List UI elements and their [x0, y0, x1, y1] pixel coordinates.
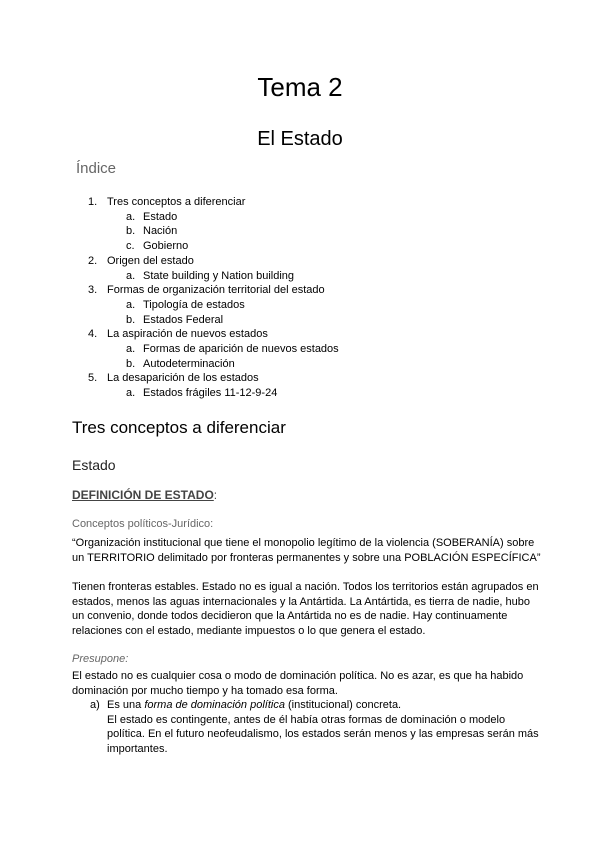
presupone-paragraph: El estado no es cualquier cosa o modo de dominación política. No es azar, es que ha habido dominación por mucho tiempo y ha tomado esa forma.	[72, 670, 524, 697]
toc-sublabel: Gobierno	[143, 240, 189, 253]
toc-subitem	[88, 224, 339, 239]
list-item	[90, 698, 542, 757]
toc-subitem	[88, 357, 339, 372]
list-item-label: a)	[90, 699, 100, 711]
toc-subnumber: a.	[126, 298, 136, 311]
toc-subnumber: b.	[126, 225, 136, 238]
list-item-text-after: (institucional) concreta.	[284, 699, 402, 711]
toc-subitem	[88, 313, 339, 328]
index-heading: Índice	[76, 160, 117, 177]
definition-heading	[72, 488, 217, 502]
toc-item	[88, 371, 339, 386]
toc-sublabel: Estados Federal	[143, 313, 224, 326]
toc-sublabel: Autodeterminación	[143, 357, 235, 370]
body-paragraph: Tienen fronteras estables. Estado no es igual a nación. Todos los territorios están agrupados en estados, menos las aguas internacionales y la Antártida. La Antártida, es tierra de nadie, hubo un convenio, donde todos decidieron que la Antártida no es de nadie. Hay continuamente relaciones con el estado, mediante impuestos o lo que genera el estado.	[72, 581, 539, 638]
toc-sublabel: Formas de aparición de nuevos estados	[143, 343, 339, 356]
lettered-list	[90, 698, 542, 757]
toc-label: Origen del estado	[107, 254, 194, 267]
page-title: Tema 2	[257, 72, 343, 102]
toc-subitem	[88, 239, 339, 254]
page-subtitle: El Estado	[257, 128, 343, 150]
subsection-heading: Estado	[72, 457, 116, 473]
toc-number: 5.	[88, 372, 98, 385]
toc-subitem	[88, 210, 339, 225]
toc-sublabel: Estados frágiles 11-12-9-24	[143, 387, 278, 400]
toc-subnumber: c.	[126, 240, 135, 253]
presupone-label: Presupone:	[72, 653, 129, 665]
toc-subitem	[88, 269, 339, 284]
list-item-emphasis: forma de dominación política	[144, 699, 285, 711]
list-item-body	[107, 698, 542, 757]
toc-sublabel: Estado	[143, 210, 178, 223]
toc-subnumber: b.	[126, 357, 136, 370]
toc-number: 2.	[88, 254, 98, 267]
toc-subnumber: a.	[126, 269, 136, 282]
toc-number: 4.	[88, 328, 98, 341]
toc-subnumber: a.	[126, 210, 136, 223]
toc-item	[88, 195, 339, 210]
toc-number: 1.	[88, 196, 98, 208]
toc-label: La desaparición de los estados	[107, 372, 259, 385]
toc-item	[88, 283, 339, 298]
concepts-label: Conceptos políticos-Jurídico:	[72, 518, 214, 530]
toc-subnumber: b.	[126, 313, 136, 326]
toc-subnumber: a.	[126, 387, 136, 400]
toc-sublabel: Tipología de estados	[143, 298, 245, 311]
toc-subnumber: a.	[126, 343, 136, 356]
toc-item	[88, 254, 339, 269]
toc-subitem	[88, 298, 339, 313]
table-of-contents	[88, 195, 339, 401]
toc-sublabel: State building y Nation building	[143, 269, 295, 282]
toc-label: La aspiración de nuevos estados	[107, 328, 268, 341]
toc-subitem	[88, 342, 339, 357]
list-item-text: Es una	[107, 699, 145, 711]
definition-colon: :	[213, 488, 218, 502]
list-item-continuation: El estado es contingente, antes de él había otras formas de dominación o modelo política. En el futuro neofeudalismo, los estados serán menos y las empresas serán más importantes.	[107, 713, 539, 756]
toc-label: Tres conceptos a diferenciar	[107, 196, 246, 208]
section-heading: Tres conceptos a diferenciar	[72, 418, 286, 437]
toc-sublabel: Nación	[143, 225, 178, 238]
list-item-first-line	[107, 698, 542, 713]
toc-item	[88, 327, 339, 342]
definition-heading-text: DEFINICIÓN DE ESTADO	[72, 488, 214, 502]
toc-number: 3.	[88, 284, 98, 297]
toc-label: Formas de organización territorial del estado	[107, 284, 325, 297]
toc-subitem	[88, 386, 339, 401]
definition-quote: “Organización institucional que tiene el monopolio legítimo de la violencia (SOBERANÍA) sobre un TERRITORIO delimitado por fronteras permanentes y sobre una POBLACIÓN ESPECÍFICA”	[72, 537, 541, 564]
